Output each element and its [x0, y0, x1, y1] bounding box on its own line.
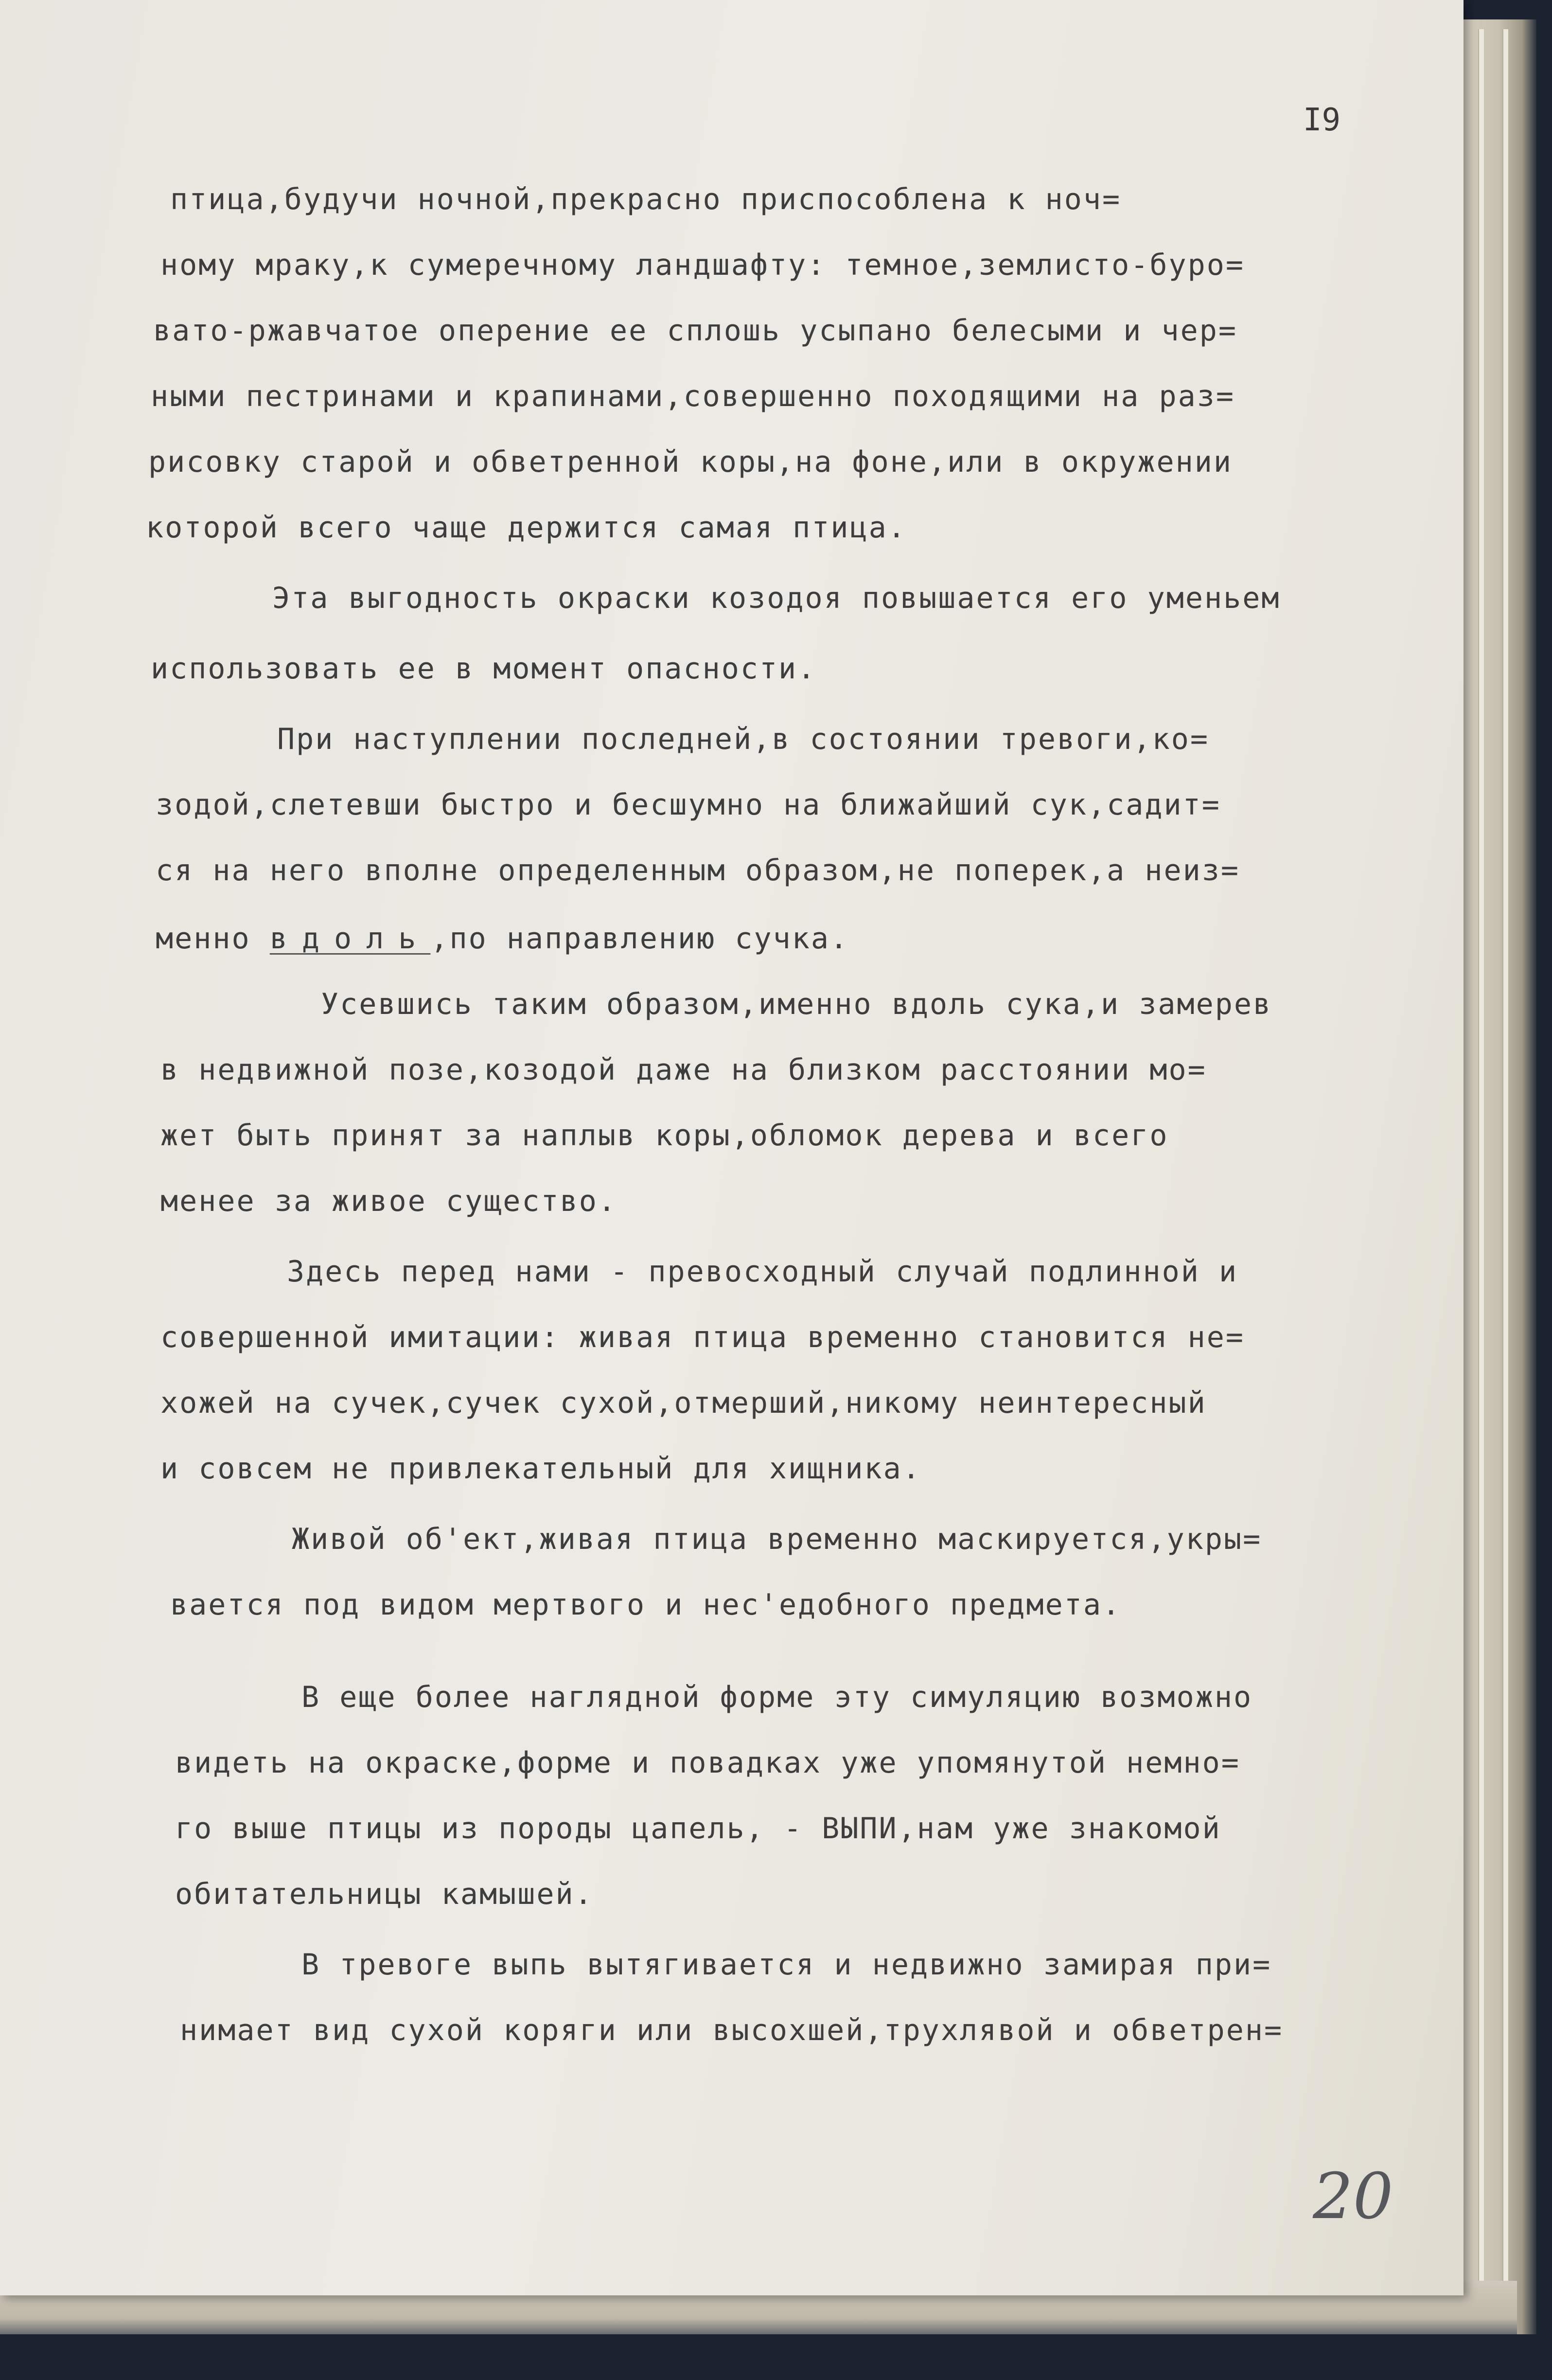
- text-line: го выше птицы из породы цапель, - ВЫПИ,нам уже знакомой: [175, 1812, 1221, 1846]
- text-line: вато-ржавчатое оперение ее сплошь усыпано белесыми и чер=: [153, 314, 1238, 348]
- text-line: использовать ее в момент опасности.: [151, 652, 817, 686]
- text-line: совершенной имитации: живая птица временно становится не=: [160, 1320, 1245, 1354]
- text-line: хожей на сучек,сучек сухой,отмерший,никому неинтересный: [160, 1386, 1207, 1420]
- text-line: Живой об'ект,живая птица временно маскируется,укры=: [292, 1522, 1262, 1556]
- text-line: ными пестринами и крапинами,совершенно походящими на раз=: [151, 379, 1235, 413]
- text-line: При наступлении последней,в состоянии тревоги,ко=: [277, 722, 1210, 756]
- text-line: и совсем не привлекательный для хищника.: [160, 1452, 921, 1486]
- text-line: в недвижной позе,козодой даже на близком расстоянии мо=: [160, 1053, 1207, 1087]
- text-line: обитательницы камышей.: [175, 1877, 594, 1911]
- text-line: ному мраку,к сумеречному ландшафту: темное,землисто-буро=: [160, 248, 1245, 282]
- text-line: Здесь перед нами - превосходный случай подлинной и: [287, 1255, 1238, 1289]
- text-line: рисовку старой и обветренной коры,на фоне,или в окружении: [148, 445, 1233, 479]
- text-line: жет быть принят за наплыв коры,обломок дерева и всего: [160, 1119, 1169, 1153]
- text-line: В еще более наглядной форме эту симуляцию возможно: [301, 1680, 1253, 1714]
- sheet-edge: [1502, 29, 1508, 2305]
- emphasized-word: вдоль: [269, 922, 431, 956]
- text-line: нимает вид сухой коряги или высохшей,трухлявой и обветрен=: [180, 2013, 1284, 2047]
- text-line: зодой,слетевши быстро и бесшумно на ближайший сук,садит=: [156, 788, 1221, 822]
- sheet-edge: [1478, 29, 1484, 2305]
- handwritten-archive-number: 20: [1313, 2159, 1393, 2233]
- text-line: которой всего чаще держится самая птица.: [146, 511, 907, 545]
- text-line: ся на него вполне определенным образом,не поперек,а неиз=: [156, 853, 1240, 888]
- line-start: менно: [156, 922, 270, 956]
- text-line: птица,будучи ночной,прекрасно приспособлена к ноч=: [170, 182, 1122, 216]
- text-line: [156, 922, 849, 956]
- text-line: вается под видом мертвого и нес'едобного предмета.: [170, 1588, 1122, 1622]
- text-line: Эта выгодность окраски козодоя повышается его уменьем: [272, 581, 1281, 615]
- text-line: Усевшись таким образом,именно вдоль сука,и замерев: [321, 987, 1272, 1021]
- line-end: ,по направлению сучка.: [430, 922, 849, 956]
- text-line: менее за живое существо.: [160, 1184, 617, 1218]
- page-number: I9: [1303, 102, 1341, 138]
- text-line: В тревоге выпь вытягивается и недвижно замирая при=: [301, 1948, 1272, 1982]
- text-line: видеть на окраске,форме и повадках уже упомянутой немно=: [175, 1746, 1240, 1780]
